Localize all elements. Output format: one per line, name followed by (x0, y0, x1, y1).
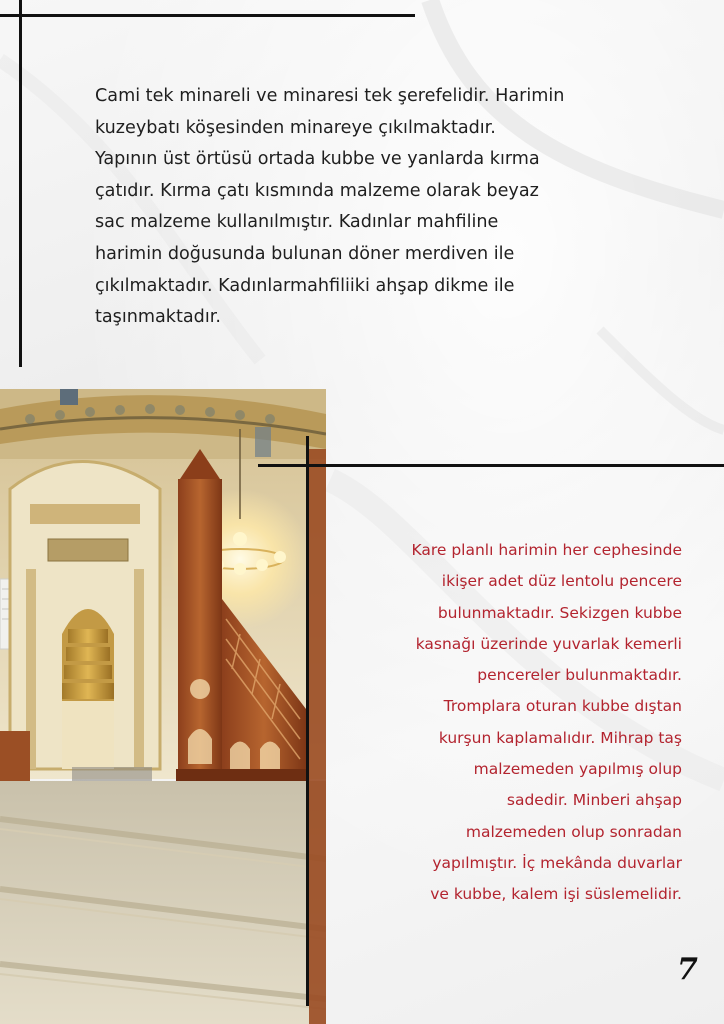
red-paragraph (352, 535, 682, 911)
red-paragraph-line: ikişer adet düz lentolu pencere (441, 572, 682, 591)
red-paragraph-line: yapılmıştır. İç mekânda duvarlar (432, 853, 682, 872)
top-paragraph-line: çıkılmaktadır. Kadınlarmahfiliiki ahşap dikme ile (95, 275, 515, 296)
red-paragraph-line: pencereler bulunmaktadır. (477, 666, 682, 685)
decorative-line-top-horizontal (0, 14, 415, 17)
decorative-line-middle-horizontal (258, 464, 724, 467)
red-paragraph-line: bulunmaktadır. Sekizgen kubbe (437, 603, 682, 622)
red-paragraph-line: ve kubbe, kalem işi süslemelidir. (430, 885, 682, 904)
top-paragraph-line: sac malzeme kullanılmıştır. Kadınlar mahfiline (95, 212, 499, 233)
mosque-interior-illustration (0, 389, 326, 1024)
page-number: 7 (677, 952, 698, 987)
top-paragraph-line: çatıdır. Kırma çatı kısmında malzeme olarak beyaz (95, 180, 539, 201)
top-paragraph-line: Cami tek minareli ve minaresi tek şerefelidir. Harimin (95, 86, 565, 106)
red-paragraph-line: Kare planlı harimin her cephesinde (411, 541, 682, 559)
mosque-interior-photo (0, 389, 326, 1024)
red-paragraph-line: malzemeden olup sonradan (465, 822, 682, 841)
red-paragraph-line: Tromplara oturan kubbe dıştan (443, 697, 682, 716)
red-paragraph-line: kasnağı üzerinde yuvarlak kemerli (415, 634, 682, 653)
red-paragraph-line: malzemeden yapılmış olup (473, 760, 682, 779)
top-paragraph-line: kuzeybatı köşesinden minareye çıkılmaktadır. (95, 117, 496, 138)
top-paragraph-line: taşınmaktadır. (95, 307, 221, 328)
top-paragraph-line: Yapının üst örtüsü ortada kubbe ve yanlarda kırma (95, 149, 540, 170)
decorative-line-middle-vertical (306, 436, 309, 1006)
red-paragraph-line: kurşun kaplamalıdır. Mihrap taş (438, 728, 682, 747)
red-paragraph-line: sadedir. Minberi ahşap (506, 791, 682, 810)
top-paragraph-line: harimin doğusunda bulunan döner merdiven ile (95, 243, 515, 264)
top-paragraph (95, 81, 655, 334)
decorative-line-top-vertical (19, 0, 22, 367)
